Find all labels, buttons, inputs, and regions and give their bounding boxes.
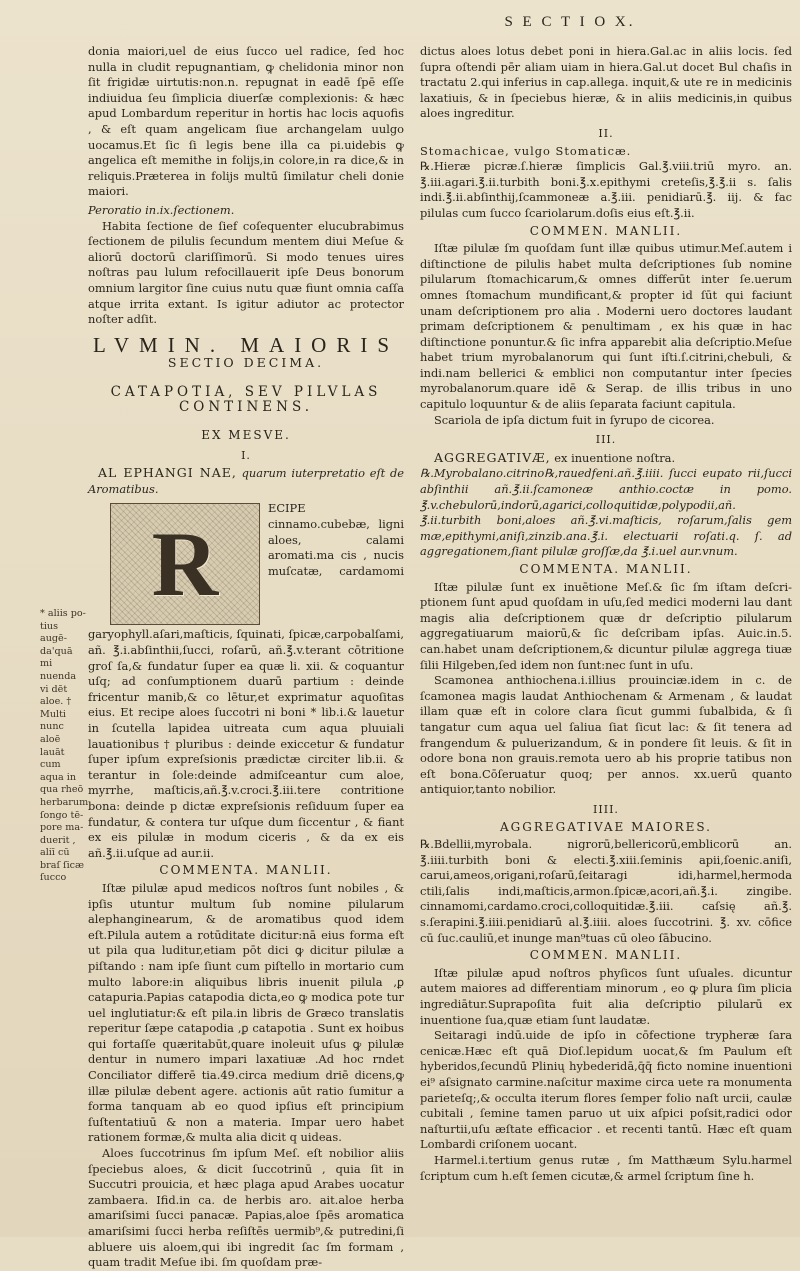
commenta-heading-4: COMMEN. MANLII. (529, 948, 683, 963)
aggregativae-recipe: ℞.Myrobalano.citrino℞,rauedfeni.añ.℥.iiii. ſucci eupato rii,ſucci abſinthii añ.℥.ii.ſcamoneæ anthio.coctæ in pomo. ℥.v.chebulorū,indorū,agarici,colloquitidæ,polypodii,añ. ℥.ii.turbith boni,aloes añ.℥.vi.maſticis, roſarum,ſalis gem mæ,epithymi,aniſi,zinzib.ana.℥.i. electuarii roſati.q. ſ. ad aggregationem,ſiant pilulæ groſſæ,da ℥.i.uel aur.vnum. (420, 466, 792, 559)
peroratio-heading: Peroratio in.ix.ſectionem. (88, 202, 235, 217)
catapotia-heading-1: CATAPOTIA, SEV PILVLAS (110, 383, 382, 400)
aggregativae-maiores-title: AGGREGATIVAE MAIORES. (500, 819, 712, 834)
top-paragraph: donia maiori,uel de eius ſucco uel radice, ſed hoc nulla in cludit repugnantiam, ꝙ chelidonia minor non ſit frigidæ uirtutis:non.n. repugnat in eadē ſpē eſſe indiuidua ſeu ſimplicia diuerſæ complexionis: & hæc apud Lombardum reperitur in hortis hac locis aquofis , & eſt quam angelicam ſiue archangelam uulgo uocamus.Et ſic ſi legis bene illa ca pi.uidebis ꝙ angelica eſt memithe in folijs,in colore,in ra dice,& in reliquis.Præterea in folijs multū ſimilatur cheli donie maiori. (88, 44, 404, 199)
right-paragraph-5: Iſtæ pilulæ apud noſtros phyſicos ſunt uſuales. dicuntur autem maiores ad differentiam minorum , eo ꝙ plura ſim plicia ingrediātur.Suprapoſita fuit alia deſcriptio pilularū ex inuentione ſua,quæ etiam ſunt laudatæ. (420, 965, 792, 1027)
right-paragraph-1: dictus aloes lotus debet poni in hiera.Gal.ac in aliis locis. ſed ſupra oſtendi pēr aliam uiam in hiera.Gal.ut docet Bul chaſis in tractatu 2.qui inferius in cap.allega. inquit,& ute re in medicinis laxatiuis, & in ſpeciebus hieræ, & in aliis medicinis,in quibus aloes ingreditur. (420, 44, 792, 121)
aggregativae-subtitle: ex inuentione noſtra. (554, 450, 676, 465)
right-paragraph-4: Scamonea anthiochena.i.illius prouinciæ.idem in c. de ſcamonea magis laudat Anthiochenam & Armenam , & laudat illam quæ eſt in colore clara ſicut gummi ſubalbida, & ſi tangatur cum aqua uel ſaliua ſiat ſicut lac: & ſit tenera ad frangendum & puluerizandum, & in pondere ſit leuis. & ſit in odore bona non grauis.remota uero ab his proprie tatibus non eſt bona.Cōſeruatur quoq; per annos. xx.uerū quanto antiquior,tanto nobilior. (420, 673, 792, 797)
right-column (420, 44, 792, 1184)
numeral-iiii: IIII. (593, 802, 619, 816)
decorated-initial: R (110, 503, 260, 625)
aggregativae-title: AGGREGATIVÆ, (434, 449, 551, 465)
right-paragraph-7: Harmel.i.tertium genus rutæ , ſm Matthæum Sylu.harmel ſcriptum cum h.eſt ſemen cicutæ,& armel ſcriptum ſine h. (420, 1152, 792, 1183)
running-head: S E C T I O X. (504, 14, 636, 30)
recipe-paragraph: ECIPE cinnamo.cubebæ, ligni aloes, calami aromati.ma cis , nucis muſcatæ, cardamomi garyophyll.aſari,maſticis, ſquinati, ſpicæ,carpobalſami, añ. ℥.i.abſinthii,ſucci, roſarū, añ.℥.v.terant cōtritione groſ ſa,& fundatur ſuper ea quæ li. xii. & coquantur uſq; ad conſumptionem duarū partium : deinde fricentur manib,& co lētur,et exprimatur aquoſitas eius. Et recipe aloes ſuccotri ni boni * lib.i.& lauetur in ſcutella lapidea uitreata cum aqua pluuiali lauationibus † pluribus : deinde exiccetur & fundatur ſuper ipſum expreſsionis prædictæ circiter lib.ii. & terantur in ſole:deinde admiſceantur cum aloe, myrrhe, maſticis,añ.℥.v.croci.℥.iii.tere contritione bona: deinde p dictæ expreſsionis reſiduum ſuper ea fundatur, & contera tur uſque dum ſiccentur , & fiant ex eis pilulæ in modum ciceris , & da ex eis añ.℥.ii.uſque ad aur.ii. (88, 501, 404, 860)
aggregativae-maiores-recipe: ℞.Bdellii,myrobala. nigrorū,bellericorū,emblicorū an. ℥.iiii.turbith boni & electi.℥.xiii.ſeminis apii,ſoenic.aniſi, carui,ameos,origani,roſarū,ſeitaragi idi,harmel,hermoda ctili,ſalis indi,maſticis,armon.ſpicæ,acori,añ.℥.i. zingibe. cinnamomi,cardamo.croci,colloquitidæ.℥.iii. caſsię añ.℥. s.ſerapini.℥.iiii.penidiarū al.℥.iiii. aloes ſuccotrini. ℥. xv. cōfice cū ſuc.cauliū,et inunge man⁹tuas cū oleo ſābucino. (420, 837, 792, 945)
closing-paragraph: Habita ſectione de ſief coſequenter elucubrabimus ſectionem de pilulis ſecundum mentem diui Meſue & aliorū doctorū clariſſimorū. Si modo tenues uires noſtras pau lulum refocillauerit ipſe Deus bonorum omnium largitor ſine cuius nutu quæ fiunt omnia caſſa atque irrita extant. Is igitur adiutor ac protector noſter adſit. (88, 218, 404, 327)
commenta-heading-3: COMMENTA. MANLII. (519, 562, 693, 576)
right-paragraph-2: Iſtæ pilulæ ſm quoſdam ſunt illæ quibus utimur.Meſ.autem i diſtinctione de pilulis habet multa deſcriptiones ſub nomine pilularum ſtomachicarum,& omnes differūt inter ſe.uerum omnes ſtomachum mundificant,& propter id ſūt qui faciunt unam deſcriptionem pro alia . Moderni uero doctores laudant primam deſcriptionem & penultimam , ex his quæ in hac diſtinctione ponuntur.& ſic infra apparebit alia deſcriptio.Meſue habet trium myrobalanorum qui ſunt iſti.ſ.citrini,chebuli, & indi.nam bellerici & emblici non computantur inter ſpecies myrobalanorum.quare idē & Serap. de illis tribus in uno capitulo loquuntur & de aliis ſeparata faciunt capitula. (420, 241, 792, 412)
numeral-iii: III. (595, 433, 617, 447)
catapotia-heading-2: CONTINENS. (178, 399, 314, 416)
numeral-i: I. (241, 448, 251, 462)
section-title: SECTIO DECIMA. (167, 355, 325, 371)
aloes-paragraph: Aloes ſuccotrinus ſm ipſum Meſ. eſt nobilior aliis ſpeciebus aloes, & dicit ſuccotrinū , quia ſit in Succutri prouicia, et hæc plaga apud Arabes uocatur zambaera. Ifid.in ca. de herbis aro. ait.aloe herba amariſsimi ſucci panacæ. Papias,aloe ſpēs aromatica amariſsimi ſucci herba reſiſtēs uermib⁹,& putredini,ſi abluere uis aloem,qui ibi ingredit ſac ſm formam , quam tradit Meſue ibi. ſm quoſdam præ- (88, 1146, 404, 1270)
recipe-block (88, 501, 404, 861)
commenta-paragraph: Iſtæ pilulæ apud medicos noſtros ſunt nobiles , & ipſis utuntur multum ſub nomine pilularum alephanginearum, & de aromatibus quod idem eſt.Pilula autem a rotūditate dicitur:nā eius forma eſt ut pila qua luditur,etiam pōt dici ꝙ dicitur pilulæ a piſtando : nam ipſe ſiunt cum piſtello in mortario cum multo labore:in aliquibus libris inuenit pilula ,ꝑ catapuria.Papias catapodia dicta,eo ꝙ modica pote tur uel inglutiatur:& eſt pila.in libris de Græco translatis reperitur ſæpe catapodia ,ꝑ catapotia . Sunt ex hoibus qui fortaſſe quæritabūt,quare inoleuit uſus ꝙ pilulæ dentur in numero impari laxatiuæ .Ad hoc rndet Conciliator differē tia.49.circa medium driē dicens,ꝙ illæ pilulæ debent agere. actionis aūt ratio ſumitur a forma tanquam ab eo quod ipſius eſt principium ſuſtentatiuū & non a materia. Impar uero habet rationem formæ,& multa alia dicit q uideas. (88, 880, 404, 1145)
numeral-ii: II. (598, 126, 614, 140)
left-column (88, 44, 404, 1271)
right-paragraph-3: Iſtæ pilulæ ſunt ex inuētione Meſ.& ſic ſm iſtam deſcriptionem ſunt apud quoſdam in uſu,ſed medici moderni lau dant magis alia deſcriptionem quæ dr deſcriptio pilularum aggregatiuarum maiorū,& ſic deſcribam ipſas. Auic.in.5. can.habet unam deſcriptionem,& dicuntur pilulæ aggrega tiuæ ſilii Hilgeben,ſed idem non ſunt:nec ſunt in uſu. (420, 579, 792, 672)
right-paragraph-6: Seitaragi indū.uide de ipſo in cōfectione trypheræ ſara cenicæ.Hæc eſt quā Dioſ.lepidum uocat,& ſm Paulum eſt hyberidos,ſecundū Plinių hybederidā,q̄q̄ ficto nomine inuentioni ei⁹ aſsignato carmine.naſcitur maxime circa uete ra monumenta parieteſq;,& occulta iterum flores ſemper folio naſt urcii, caulæ cubitali , ſemine tamen paruo ut uix aſpici poſsit,radici odor naſturtii,uſu æſtate efficacior . et recenti tantū. Hæc eſt quam Lombardi criſonem uocant. (420, 1028, 792, 1152)
margin-note: * aliis potius augēda'quā mi nuenda vi dēt aloe. † Multi nunc aloē lauāt cum aqua in qua rheō herbarum ſongo tēpore maduerit , aliī cū braſ ſicæ ſucco (40, 608, 89, 884)
al-ephangi-subtitle: quarum iuterpretatio eſt de Aromatibus. (88, 466, 404, 496)
book-title: LVMIN. MAIORIS (92, 332, 400, 357)
ex-mesue-heading: EX MESVE. (201, 428, 291, 443)
stomachicae-recipe: ℞.Hieræ picræ.ſ.hieræ ſimplicis Gal.℥.viii.triū myro. an. ℥.iii.agari.℥.ii.turbith boni.℥.x.epithymi creteſis,℥.℥.ii s. ſalis indi.℥.ii.abſinthij,ſcammoneæ a.℥.iii. penidiarū.℥. iij. & fac pilulas cum ſucco ſcariolarum.doſis eius eſt.℥.ii. (420, 159, 792, 220)
stomachicae-heading: Stomachicae, vulgo Stomaticæ. (420, 143, 632, 158)
scariola-line: Scariola de ipſa dictum fuit in ſyrupo de cicorea. (434, 412, 715, 427)
al-ephangi-title: AL EPHANGI NAE, (98, 465, 237, 481)
commenta-heading-2: COMMEN. MANLII. (529, 223, 683, 238)
commenta-heading: COMMENTA. MANLII. (159, 863, 333, 878)
